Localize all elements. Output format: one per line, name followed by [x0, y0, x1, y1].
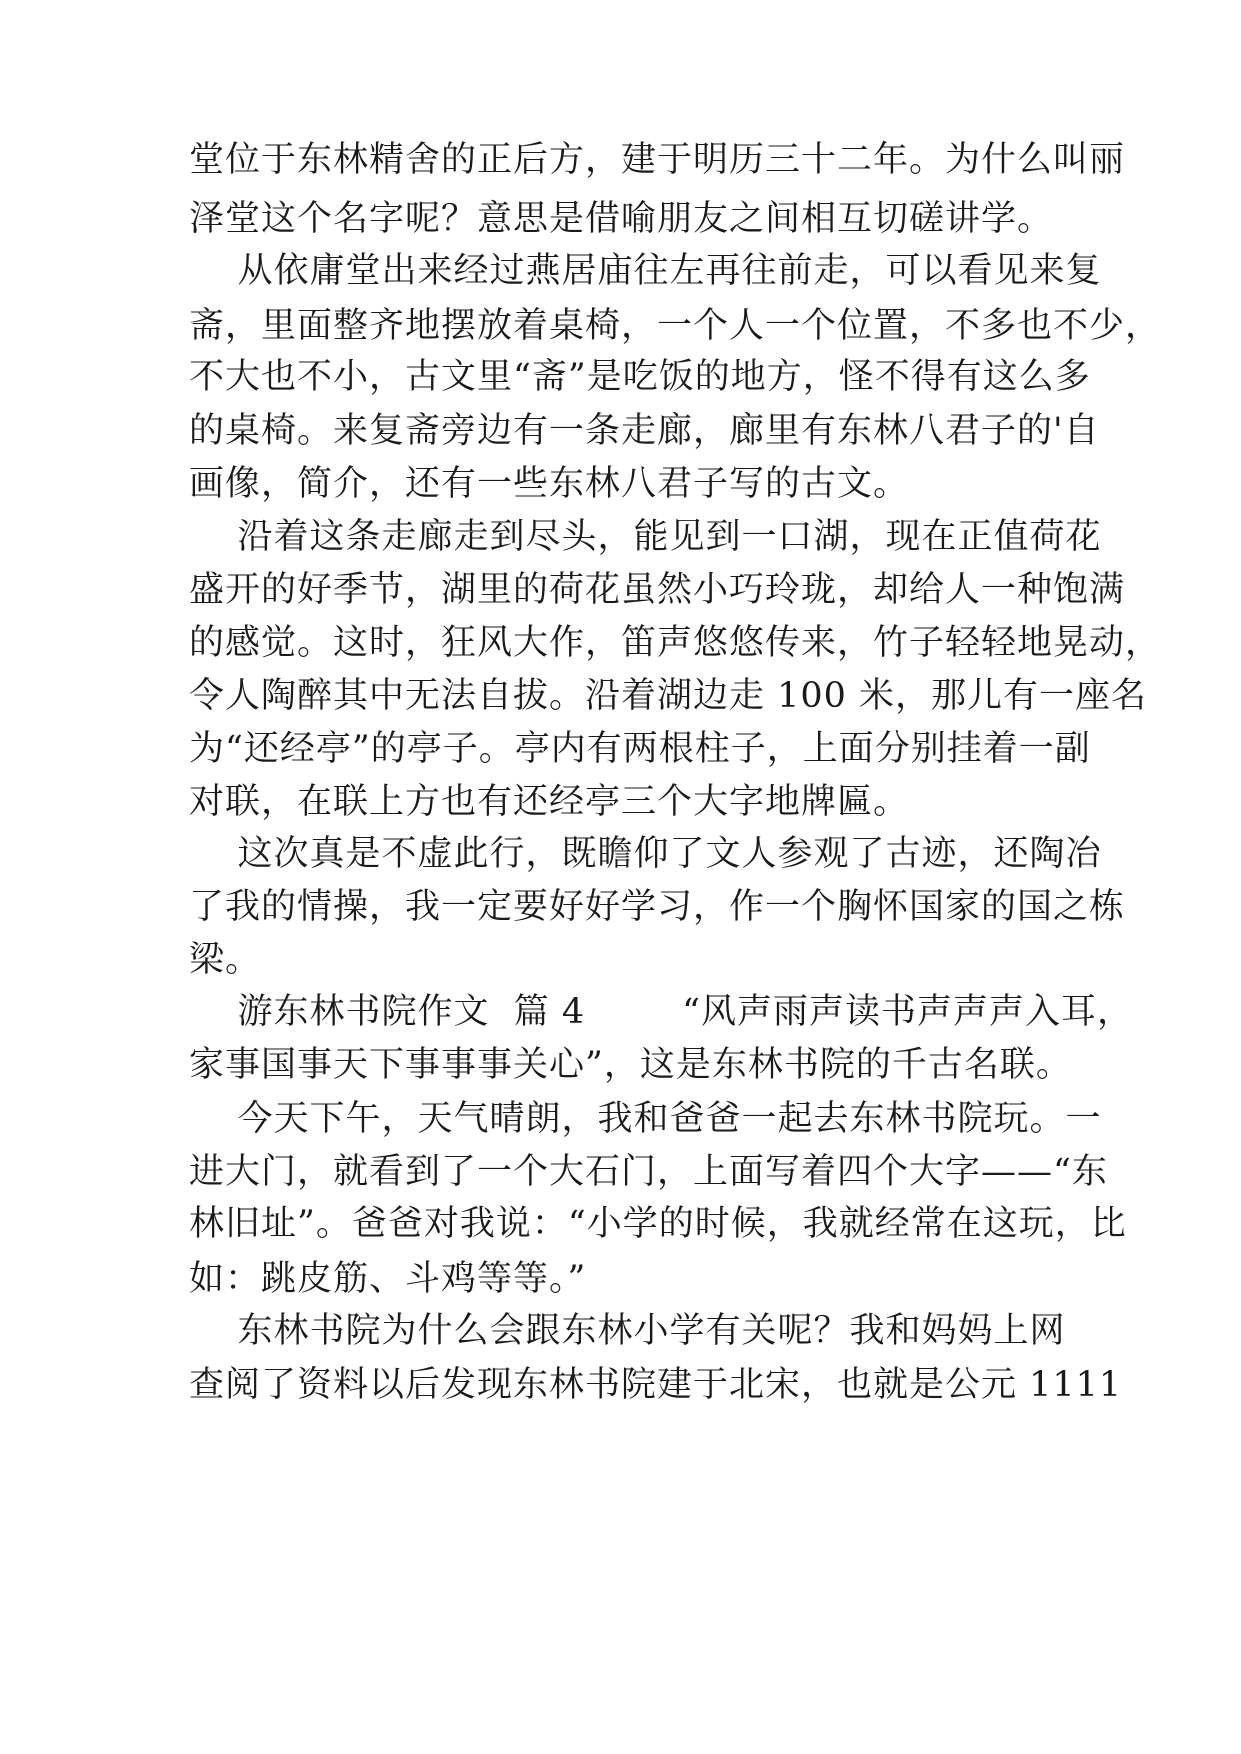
text-line: 为“还经亭”的亭子。亭内有两根柱子，上面分别挂着一副 — [189, 729, 1091, 769]
text-line: 进大门，就看到了一个大石门，上面写着四个大字——“东 — [189, 1152, 1108, 1192]
text-line: 不大也不小，古文里“斋”是吃饭的地方，怪不得有这么多 — [189, 357, 1091, 397]
text-line: 东林书院为什么会跟东林小学有关呢？我和妈妈上网 — [189, 1311, 1066, 1351]
text-line: 林旧址”。爸爸对我说：“小学的时候，我就经常在这玩，比 — [189, 1204, 1127, 1244]
text-line: 查阅了资料以后发现东林书院建于北宋，也就是公元 1111 — [189, 1365, 1123, 1405]
text-line: 游东林书院作文 篇 4 “风声雨声读书声声声入耳， — [189, 992, 1134, 1032]
text-line: 家事国事天下事事事关心”，这是东林书院的千古名联。 — [189, 1045, 1072, 1085]
text-line: 盛开的好季节，湖里的荷花虽然小巧玲珑，却给人一种饱满 — [189, 570, 1126, 610]
text-line: 这次真是不虚此行，既瞻仰了文人参观了古迹，还陶冶 — [189, 834, 1102, 874]
text-line: 了我的情操，我一定要好好学习，作一个胸怀国家的国之栋 — [189, 887, 1126, 927]
text-line: 梁。 — [189, 940, 262, 980]
text-line: 从依庸堂出来经过燕居庙往左再往前走，可以看见来复 — [189, 251, 1102, 291]
text-line: 沿着这条走廊走到尽头，能见到一口湖，现在正值荷花 — [189, 517, 1102, 557]
text-line: 画像，简介，还有一些东林八君子写的古文。 — [189, 464, 910, 504]
text-line: 的感觉。这时，狂风大作，笛声悠悠传来，竹子轻轻地晃动， — [189, 623, 1162, 663]
text-line: 斋，里面整齐地摆放着桌椅，一个人一个位置，不多也不少， — [189, 306, 1162, 346]
text-line: 如：跳皮筋、斗鸡等等。” — [189, 1259, 587, 1299]
text-line: 对联，在联上方也有还经亭三个大字地牌匾。 — [189, 782, 910, 822]
text-line: 的桌椅。来复斋旁边有一条走廊，廊里有东林八君子的'自 — [189, 411, 1100, 451]
text-line: 今天下午，天气晴朗，我和爸爸一起去东林书院玩。一 — [189, 1099, 1102, 1139]
text-line: 泽堂这个名字呢？意思是借喻朋友之间相互切磋讲学。 — [189, 199, 1054, 239]
text-line: 令人陶醉其中无法自拔。沿着湖边走 100 米，那儿有一座名 — [189, 676, 1148, 716]
text-line: 堂位于东林精舍的正后方，建于明历三十二年。为什么叫丽 — [189, 140, 1126, 180]
